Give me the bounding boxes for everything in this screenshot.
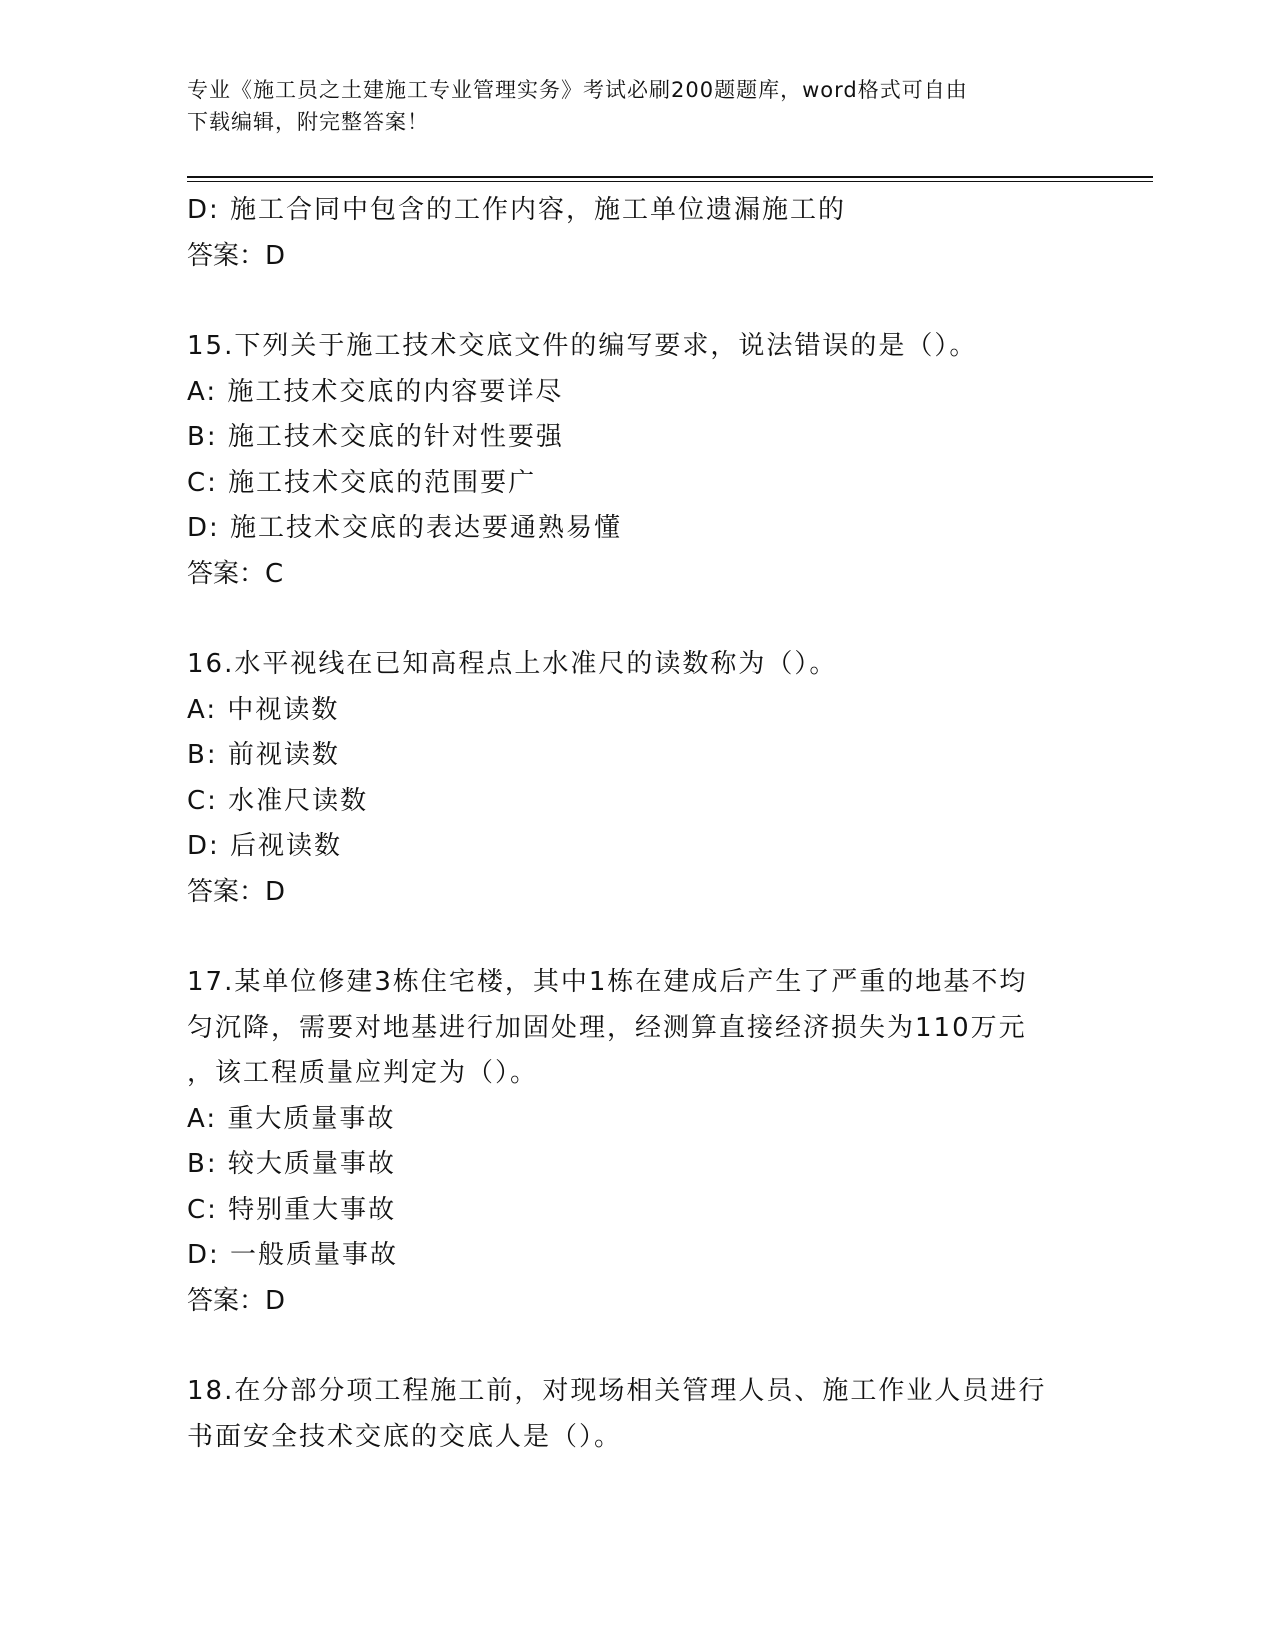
question-17 (187, 960, 1087, 1324)
question-16-stem: 16.水平视线在已知高程点上水准尺的读数称为（）。 (187, 649, 838, 679)
header-title-line-1: 专业《施工员之土建施工专业管理实务》考试必刷200题题库，word格式可自由 (187, 78, 968, 102)
question-17-stem-line-2: 匀沉降，需要对地基进行加固处理，经测算直接经济损失为110万元 (187, 1012, 1027, 1043)
document-header (187, 74, 1087, 138)
question-15-option-b: B: 施工技术交底的针对性要强 (187, 422, 564, 452)
question-17-option-a: A: 重大质量事故 (187, 1103, 396, 1134)
question-18 (187, 1369, 1087, 1460)
question-list (187, 188, 1087, 1460)
question-17-stem-line-1: 17.某单位修建3栋住宅楼，其中1栋在建成后产生了严重的地基不均 (187, 967, 1028, 997)
question-16-option-b: B: 前视读数 (187, 740, 340, 770)
question-18-stem-line-2: 书面安全技术交底的交底人是（）。 (187, 1421, 623, 1452)
question-spacer (187, 1324, 1087, 1369)
header-title-line-2: 下载编辑，附完整答案！ (187, 110, 429, 134)
question-16-option-a: A: 中视读数 (187, 694, 340, 725)
question-17-answer: 答案：D (187, 1285, 286, 1316)
question-18-stem-line-1: 18.在分部分项工程施工前，对现场相关管理人员、施工作业人员进行 (187, 1376, 1047, 1406)
question-15-option-d: D: 施工技术交底的表达要通熟易懂 (187, 513, 623, 543)
question-15-stem: 15.下列关于施工技术交底文件的编写要求，说法错误的是（）。 (187, 331, 978, 361)
question-17-option-b: B: 较大质量事故 (187, 1149, 396, 1179)
question-spacer (187, 279, 1087, 324)
question-14-option-d: D: 施工合同中包含的工作内容，施工单位遗漏施工的 (187, 195, 847, 225)
question-16-answer: 答案：D (187, 876, 286, 907)
question-16-option-d: D: 后视读数 (187, 831, 343, 861)
question-spacer (187, 597, 1087, 642)
question-spacer (187, 915, 1087, 960)
question-17-stem-line-3: ，该工程质量应判定为（）。 (187, 1058, 539, 1088)
question-17-option-d: D: 一般质量事故 (187, 1240, 399, 1270)
question-15-option-a: A: 施工技术交底的内容要详尽 (187, 376, 564, 407)
header-divider-thick (187, 176, 1153, 178)
question-16 (187, 642, 1087, 915)
question-14-tail (187, 188, 1087, 279)
question-15 (187, 324, 1087, 597)
question-16-option-c: C: 水准尺读数 (187, 785, 369, 816)
question-15-option-c: C: 施工技术交底的范围要广 (187, 467, 537, 498)
header-divider-thin (187, 181, 1153, 182)
question-15-answer: 答案：C (187, 558, 284, 589)
question-17-option-c: C: 特别重大事故 (187, 1194, 397, 1225)
question-14-answer: 答案：D (187, 240, 286, 271)
